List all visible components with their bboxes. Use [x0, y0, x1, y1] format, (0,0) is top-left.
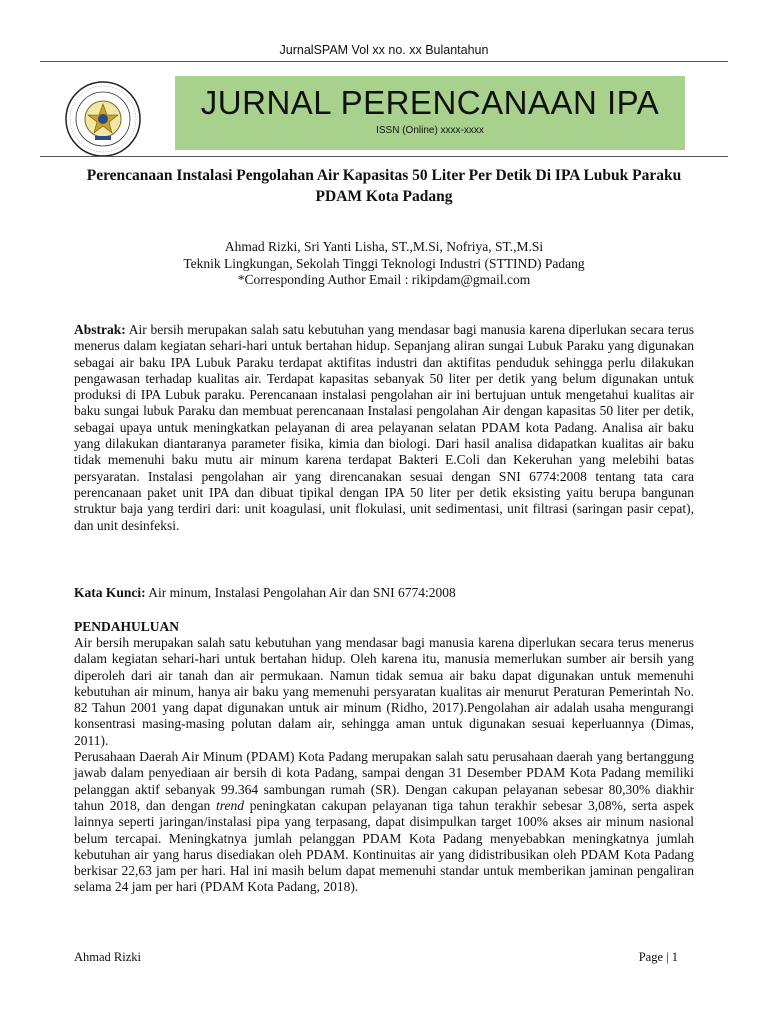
corresponding-author: *Corresponding Author Email : rikipdam@gmail.com	[237, 272, 531, 287]
author-block	[74, 239, 694, 289]
title-rule	[40, 156, 728, 157]
keywords	[74, 585, 694, 602]
keywords-label: Kata Kunci:	[74, 585, 146, 600]
paper-title: Perencanaan Instalasi Pengolahan Air Kapasitas 50 Liter Per Detik Di IPA Lubuk Paraku PDAM Kota Padang	[86, 167, 682, 205]
journal-banner	[175, 76, 685, 150]
introduction-body	[74, 635, 694, 896]
abstract-label: Abstrak:	[74, 322, 126, 337]
journal-title: JURNAL PERENCANAAN IPA	[200, 84, 660, 121]
author-names: Ahmad Rizki, Sri Yanti Lisha, ST.,M.Si, Nofriya, ST.,M.Si	[224, 239, 544, 254]
author-affiliation: Teknik Lingkungan, Sekolah Tinggi Teknologi Industri (STTIND) Padang	[183, 255, 585, 271]
paragraph-text: Perusahaan Daerah Air Minum (PDAM) Kota Padang merupakan salah satu perusahaan daerah yang bertanggung jawab dalam penyediaan air bersih di kota Padang, sampai dengan 31 Desember PDAM Kota Padang memiliki pelanggan aktif sebanyak 99.364 sambungan rumah (SR). Dengan cakupan pelayanan sebesar 80,30% diakhir tahun 2018, dan dengan	[74, 749, 694, 813]
paragraph: Air bersih merupakan salah satu kebutuhan yang mendasar bagi manusia karena diperlukan secara terus menerus dalam kegiatan sehari-hari untuk bertahan hidup. Oleh karena itu, manusia memerlukan sumber air bersih yang diperoleh dari air tanah dan air permukaan. Namun tidak semua air baku dapat digunakan untuk memenuhi kebutuhan air minum, hanya air baku yang memenuhi persyaratan kualitas air menurut Peraturan Pemerintah No. 82 Tahun 2001 yang dapat digunakan untuk air minum (Ridho, 2017).Pengolahan air adalah usaha mengurangi konsentrasi masing-masing polutan dalam air, sehingga aman untuk digunakan sesuai keperluannya (Dimas, 2011).	[74, 635, 694, 748]
section-heading: PENDAHULUAN	[74, 619, 180, 634]
footer-author: Ahmad Rizki	[74, 950, 142, 964]
paragraph	[74, 749, 694, 896]
abstract	[74, 322, 694, 534]
abstract-text: Air bersih merupakan salah satu kebutuhan yang mendasar bagi manusia karena diperlukan secara terus menerus dalam kegiatan sehari-hari untuk bertahan hidup. Sepanjang aliran sungai Lubuk Paraku yang digunakan sebagai air baku IPA Lubuk Paraku terdapat aktifitas industri dan aktifitas penduduk sehingga perlu dilakukan pengawasan terhadap kualitas air. Terdapat kapasitas sebanyak 50 liter per detik yang belum digunakan untuk produksi di IPA Lubuk paraku. Perencanaan instalasi pengolahan air ini bertujuan untuk mengetahui kualitas air baku sungai lubuk Paraku dan membuat perencanaan Instalasi pengolahan Air dengan kapasitas 50 liter per detik, sebagai upaya untuk meningkatkan pelayanan di area pelayanan selatan PDAM kota Padang. Analisa air baku yang dilakukan diantaranya parameter fisika, kimia dan biologi. Dari hasil analisa didapatkan kualitas air baku tidak memenuhi baku mutu air minum karena terdapat Bakteri E.Coli dan Kekeruhan yang melebihi batas persyaratan. Instalasi pengolahan air yang direncanakan sesuai dengan SNI 6774:2008 tentang tata cara perencanaan paket unit IPA dan dibuat tipikal dengan IPA 50 liter per detik eksisting yaitu berupa bangunan struktur baja yang terdiri dari: unit koagulasi, unit flokulasi, unit sedimentasi, unit filtrasi (saringan pasir cepat), dan unit desinfeksi.	[74, 322, 694, 533]
paragraph-text: peningkatan cakupan pelayanan tiga tahun terakhir sebesar 3,08%, serta aspek lainnya seperti jaringan/instalasi pipa yang terpasang, dapat disimpulkan target 100% akses air minum nasional belum tercapai. Meningkatnya jumlah pelanggan PDAM Kota Padang menyebabkan meningkatnya jumlah kebutuhan air yang harus disediakan oleh PDAM. Kontinuitas air yang didistribusikan oleh PDAM Kota Padang berkisar 22,63 jam per hari. Hal ini masih belum dapat memenuhi standar untuk memberikan jaminan pengaliran selama 24 jam per hari (PDAM Kota Padang, 2018).	[74, 797, 694, 895]
header-rule	[40, 61, 728, 62]
institution-seal-icon	[64, 80, 142, 158]
journal-issn: ISSN (Online) xxxx-xxxx	[376, 125, 484, 136]
page-number: Page | 1	[638, 950, 678, 964]
keywords-text: Air minum, Instalasi Pengolahan Air dan SNI 6774:2008	[148, 585, 456, 600]
paragraph-italic: trend	[216, 797, 245, 813]
running-head: JurnalSPAM Vol xx no. xx Bulantahun	[279, 43, 489, 57]
